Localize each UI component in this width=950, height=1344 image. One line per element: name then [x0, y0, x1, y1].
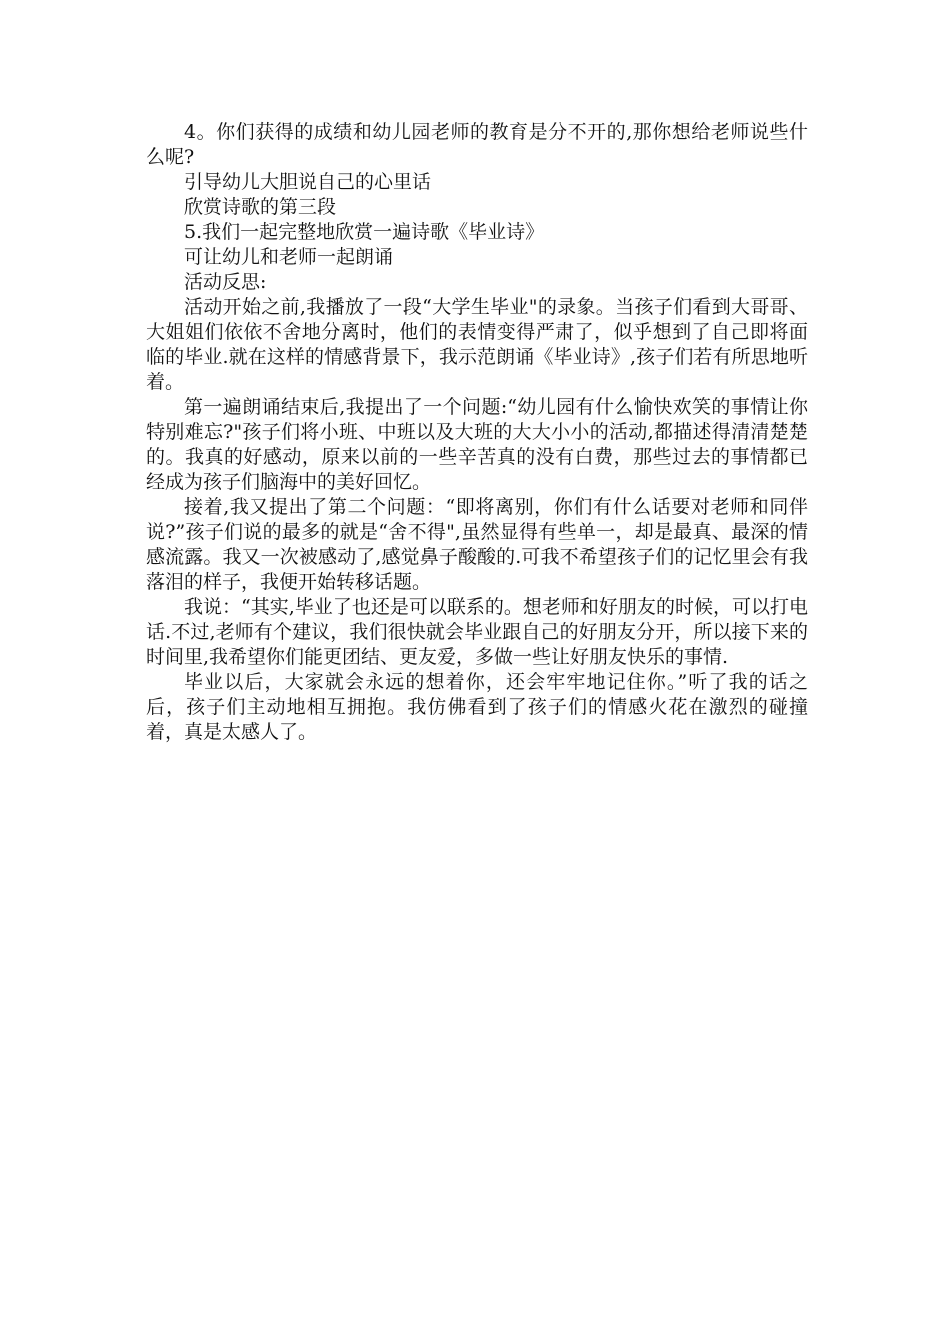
paragraph-reflection-2: 第一遍朗诵结束后,我提出了一个问题:“幼儿园有什么愉快欢笑的事情让你特别难忘?"孩子们将小班、中班以及大班的大大小小的活动,都描述得清清楚楚的。我真的好感动，原来以前的一些辛苦真的没有白费，那些过去的事情都已经成为孩子们脑海中的美好回忆。 — [146, 396, 808, 493]
paragraph-reflection-1: 活动开始之前,我播放了一段“大学生毕业"的录象。当孩子们看到大哥哥、大姐姐们依依不舍地分离时，他们的表情变得严肃了，似乎想到了自己即将面临的毕业.就在这样的情感背景下，我示范朗诵《毕业诗》,孩子们若有所思地听着。 — [146, 296, 808, 393]
paragraph-reflection-heading: 活动反思: — [184, 271, 267, 293]
document-body — [146, 120, 808, 745]
paragraph-step-5: 5.我们一起完整地欣赏一遍诗歌《毕业诗》 — [184, 221, 545, 243]
paragraph-question-4: 4。你们获得的成绩和幼儿园老师的教育是分不开的,那你想给老师说些什么呢? — [146, 121, 808, 168]
paragraph-reflection-5: 毕业以后，大家就会永远的想着你，还会牢牢地记住你。”听了我的话之后，孩子们主动地相互拥抱。我仿佛看到了孩子们的情感火花在激烈的碰撞着，真是太感人了。 — [146, 671, 808, 743]
paragraph-third-stanza: 欣赏诗歌的第三段 — [184, 196, 337, 218]
paragraph-guide-children: 引导幼儿大胆说自己的心里话 — [184, 171, 432, 193]
paragraph-reflection-3: 接着,我又提出了第二个问题：“即将离别，你们有什么话要对老师和同伴说?”孩子们说的最多的就是“舍不得",虽然显得有些单一，却是最真、最深的情感流露。我又一次被感动了,感觉鼻子酸酸的.可我不希望孩子们的记忆里会有我落泪的样子，我便开始转移话题。 — [146, 496, 808, 593]
paragraph-recite-together: 可让幼儿和老师一起朗诵 — [184, 246, 394, 268]
paragraph-reflection-4: 我说：“其实,毕业了也还是可以联系的。想老师和好朋友的时候，可以打电话.不过,老师有个建议，我们很快就会毕业跟自己的好朋友分开，所以接下来的时间里,我希望你们能更团结、更友爱，多做一些让好朋友快乐的事情. — [146, 596, 808, 668]
